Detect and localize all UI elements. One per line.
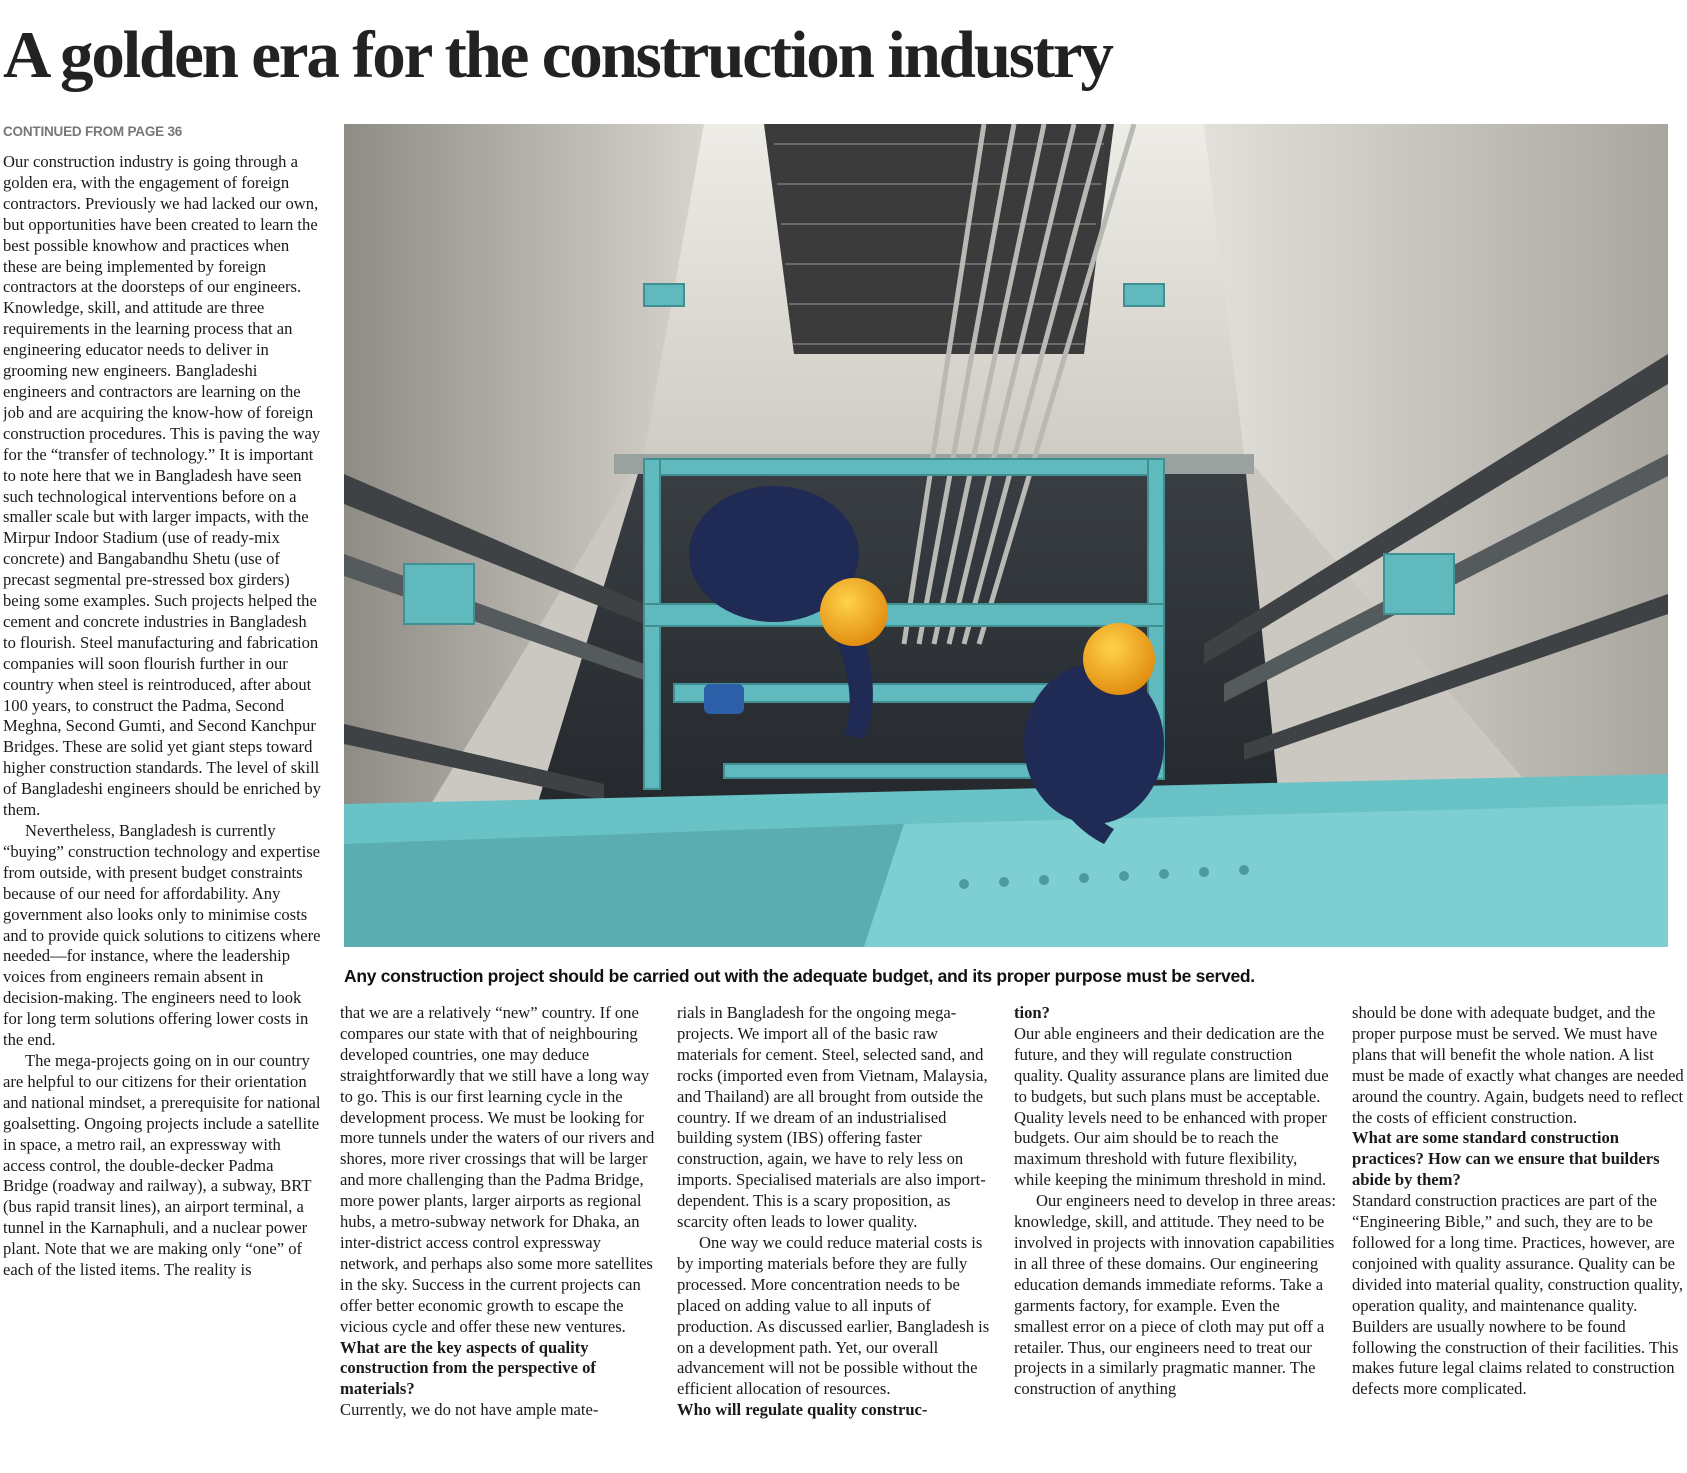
question-heading: tion? (1014, 1003, 1050, 1022)
paragraph: Standard construction practices are part of the “Engineering Bible,” and such, they are to be followed for a long time. Practices, however, are conjoined with quality assurance. Quality can be divided into material quality, construction quality, operation quality, and maintenance quality. Builders are usually nowhere to be found following the construction of their facilities. This makes future legal claims related to construction defects more complicated. (1352, 1191, 1684, 1399)
question-heading: What are the key aspects of quality construction from the perspective of materials? (340, 1337, 596, 1399)
photo-caption: Any construction project should be carried out with the adequate budget, and its proper purpose must be served. (344, 966, 1255, 986)
article-column-4 (1014, 1003, 1337, 1473)
paragraph: that we are a relatively “new” country. If one compares our state with that of neighbouring developed countries, one may deduce straightforwardly that we still have a long way to go. This is our first learning cycle in the development process. We must be looking for more tunnels under the waters of our rivers and shores, more river crossings that will be larger and more challenging than the Padma Bridge, more power plants, larger airports as regional hubs, a metro-subway network for Dhaka, an inter-district access control expressway network, and perhaps also some more satellites in the sky. Success in the current projects can offer better economic growth to escape the vicious cycle and offer these new ventures. (340, 1003, 655, 1336)
paragraph: One way we could reduce material costs is by importing materials before they are fully processed. More concentration needs to be placed on adding value to all inputs of production. As discussed earlier, Bangladesh is on a development path. Yet, our overall advancement will not be possible without the efficient allocation of resources. (677, 1232, 990, 1399)
article-column-5 (1352, 1003, 1685, 1473)
paragraph: Nevertheless, Bangladesh is currently “buying” construction technology and expertise from outside, with present budget constraints because of our need for affordability. Any government also looks only to minimise costs and to provide quick solutions to citizens where needed—for instance, where the leadership voices from engineers remain absent in decision-making. The engineers need to look for long term solutions offering lower costs in the end. (3, 821, 321, 1050)
article-column-2 (340, 1003, 662, 1473)
article-photo (344, 124, 1668, 947)
paragraph: Our engineers need to develop in three areas: knowledge, skill, and attitude. They need to be involved in projects with innovation capabilities in all three of these domains. Our engineering education demands immediate reforms. Take a garments factory, for example. Even the smallest error on a piece of cloth may put off a retailer. Thus, our engineers need to treat our projects in a similarly pragmatic manner. The construction of anything (1014, 1191, 1336, 1399)
question-heading: What are some standard construction practices? How can we ensure that builders abide by them? (1352, 1128, 1660, 1190)
paragraph: The mega-projects going on in our country are helpful to our citizens for their orientation and national mindset, a prerequisite for national goalsetting. Ongoing projects include a satellite in space, a metro rail, an expressway with access control, the double-decker Padma Bridge (roadway and railway), a subway, BRT (bus rapid transit lines), an airport terminal, a tunnel in the Karnaphuli, and a nuclear power plant. Note that we are making only “one” of each of the listed items. The reality is (3, 1050, 321, 1280)
paragraph: Our construction industry is going through a golden era, with the engagement of foreign contractors. Previously we had lacked our own, but opportunities have been created to learn the best possible knowhow and practices when these are being implemented by foreign contractors at the doorsteps of our engineers. Knowledge, skill, and attitude are three requirements in the learning process that an engineering educator needs to deliver in grooming new engineers. Bangladeshi engineers and contractors are learning on the job and are acquiring the know-how of foreign construction procedures. This is paving the way for the “transfer of technology.” It is important to note here that we in Bangladesh have seen such technological interventions before on a smaller scale but with larger impacts, with the Mirpur Indoor Stadium (use of ready-mix concrete) and Bangabandhu Shetu (use of precast segmental pre-stressed box girders) being some examples. Such projects helped the cement and concrete industries in Bangladesh to flourish. Steel manufacturing and fabrication companies will soon flourish further in our country when steel is reintroduced, after about 100 years, to construct the Padma, Second Meghna, Second Gumti, and Second Kanchpur Bridges. These are solid yet giant steps toward higher construction standards. The level of skill of Bangladeshi engineers should be enriched by them. (3, 152, 321, 820)
question-heading: Who will regulate quality construc- (677, 1400, 928, 1420)
continued-from-label: CONTINUED FROM PAGE 36 (3, 124, 183, 139)
paragraph: should be done with adequate budget, and the proper purpose must be served. We must have plans that will benefit the whole nation. A list must be made of exactly what changes are needed around the country. Again, budgets need to reflect the costs of efficient construction. (1352, 1003, 1684, 1127)
paragraph: Our able engineers and their dedication are the future, and they will regulate construction quality. Quality assurance plans are limited due to budgets, but such plans must be acceptable. Quality levels need to be enhanced with proper budgets. Our aim should be to reach the maximum threshold with future flexibility, while keeping the minimum threshold in mind. (1014, 1023, 1329, 1190)
headline: A golden era for the construction industry (3, 18, 1112, 92)
article-column-1 (3, 152, 321, 1473)
paragraph: Currently, we do not have ample mate- (340, 1400, 599, 1420)
paragraph: rials in Bangladesh for the ongoing mega-projects. We import all of the basic raw materials for cement. Steel, selected sand, and rocks (imported even from Vietnam, Malaysia, and Thailand) are all brought from outside the country. If we dream of an industrialised building system (IBS) offering faster construction, again, we have to rely less on imports. Specialised materials are also import-dependent. This is a scary proposition, as scarcity often leads to lower quality. (677, 1003, 988, 1232)
article-column-3 (677, 1003, 999, 1473)
